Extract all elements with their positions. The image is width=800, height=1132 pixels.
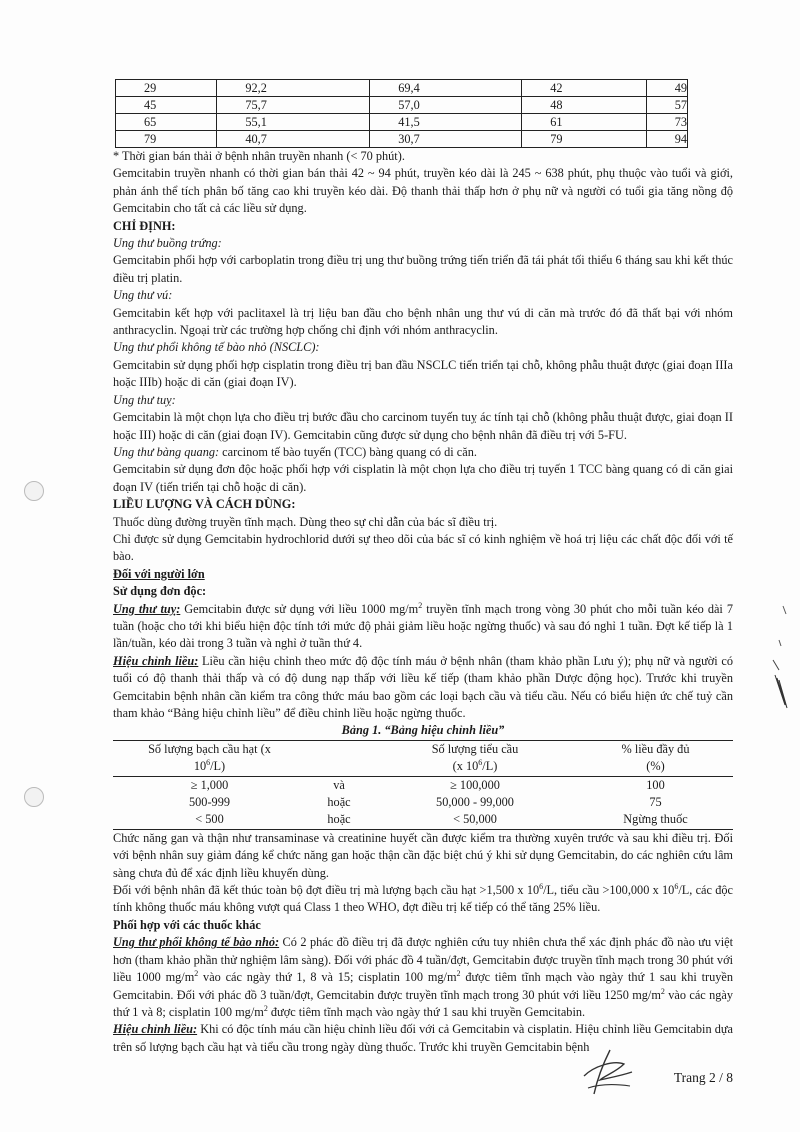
superscript: 2 — [660, 986, 665, 996]
adults-heading: Đối với người lớn — [113, 566, 205, 581]
table-caption-row — [113, 722, 733, 740]
pancreatic-dosing-paragraph — [113, 601, 733, 653]
signature-mark — [580, 1046, 640, 1098]
table-cell: 30,7 — [370, 131, 522, 148]
table-cell: Ngừng thuốc — [578, 811, 733, 829]
table-cell: và — [333, 777, 345, 792]
table-cell: hoặc — [327, 795, 351, 810]
table-cell: 49 — [646, 80, 687, 97]
dosage-line-2: Chỉ được sử dụng Gemcitabin hydrochlorid dưới sự theo dõi của bác sĩ có kinh nghiệm về hoá trị liệu các chất độc đối với tế bào. — [113, 531, 733, 564]
paragraph-text: /L, các độc tính không thuốc máu không vượt quá Class 1 theo WHO, đợt điều trị kế tiếp có thể tăng 25% liều. — [113, 883, 733, 915]
header-dose-percent: % liều đầy đủ — [621, 741, 690, 756]
dose-adjustment-label: Hiệu chỉnh liều: — [113, 653, 199, 668]
table-cell: hoặc — [306, 811, 372, 829]
table-cell: 92,2 — [217, 80, 370, 97]
monotherapy-heading: Sử dụng đơn độc: — [113, 584, 207, 599]
unit-text: (x 10 — [452, 759, 479, 774]
table-cell: 75,7 — [217, 97, 370, 114]
table-cell: 29 — [116, 80, 217, 97]
table-cell: 48 — [522, 97, 646, 114]
nsclc-text: Gemcitabin sử dụng phối hợp cisplatin trong điều trị ban đầu NSCLC tiến triển tại chỗ, không phẫu thuật được (giai đoạn IIIa hoặc IIIb) hoặc di căn (giai đoạn IV). — [113, 357, 733, 390]
paragraph-text: vào các ngày thứ 1, 8 và 15; cisplatin 100 mg/m — [198, 970, 457, 985]
table-caption: Bảng 1. “Bảng hiệu chỉnh liều” — [113, 722, 733, 740]
header-spacer — [306, 740, 372, 758]
unit-text: /L) — [210, 759, 226, 774]
header-neutrophil: Số lượng bạch cầu hạt (x — [148, 741, 271, 756]
combination-adjustment-paragraph — [113, 1021, 733, 1056]
table-row — [116, 80, 688, 97]
table-cell: ≥ 100,000 — [450, 777, 500, 792]
table-cell: 79 — [116, 131, 217, 148]
paragraph-text: Khi có độc tính máu cần hiệu chỉnh liều đối với cả Gemcitabin và cisplatin. Hiệu chỉnh liều Gemcitabin dựa trên số lượng bạch cầu hạt và tiểu cầu trong ngày dùng thuốc. Trước khi truyền Gemcitabin bệnh — [113, 1022, 733, 1054]
header-dose-percent-unit: (%) — [578, 758, 733, 776]
table-row — [113, 811, 733, 829]
superscript: 6 — [539, 881, 544, 891]
document-body — [113, 79, 733, 1056]
table-cell: 45 — [116, 97, 217, 114]
superscript: 2 — [194, 969, 199, 978]
indications-heading: CHỈ ĐỊNH: — [113, 218, 176, 233]
combination-adjustment-label: Hiệu chỉnh liều: — [113, 1022, 198, 1037]
pancreatic-cancer-label: Ung thư tuỵ: — [113, 392, 176, 407]
table-cell: 57 — [646, 97, 687, 114]
bladder-cancer-text: Gemcitabin sử dụng đơn độc hoặc phối hợp với cisplatin là một chọn lựa cho điều trị tuyến 1 TCC bàng quang có di căn giai đoạn IV (tiến triển tại chỗ hoặc di căn). — [113, 462, 733, 494]
header-platelet-unit — [372, 758, 578, 776]
table-cell: 55,1 — [217, 114, 370, 131]
superscript: 2 — [456, 969, 461, 978]
table-cell: 73 — [646, 114, 687, 131]
bladder-cancer-line — [113, 444, 733, 461]
paragraph-text: Đối với bệnh nhân đã kết thúc toàn bộ đợt điều trị mà lượng bạch cầu hạt >1,500 x 10 — [113, 883, 540, 898]
table-row — [113, 776, 733, 794]
table-cell: 94 — [646, 131, 687, 148]
ovarian-cancer-label: Ung thư buồng trứng: — [113, 236, 222, 251]
table-header-row — [113, 740, 733, 758]
table-header-row — [113, 758, 733, 776]
nsclc-combination-label: Ung thư phổi không tế bào nhỏ: — [113, 935, 280, 950]
paragraph-text: Có 2 phác đồ điều trị đã được nghiên cứu tuy nhiên chưa thể xác định phác đồ nào ưu việt hơn (tham khảo phần thử nghiệm lâm sàng). Đối với phác đồ 4 tuần/đợt, Gemcitabin được truyền tĩnh mạch trong 30 phút với liều 1000 mg/m — [113, 935, 733, 985]
table-cell: 42 — [522, 80, 646, 97]
table-row — [116, 131, 688, 148]
bladder-cancer-inline: carcinom tế bào tuyến (TCC) bàng quang có di căn. — [219, 444, 477, 459]
dose-adjustment-text: Liều cần hiệu chỉnh theo mức độ độc tính máu ở bệnh nhân (tham khảo phần Lưu ý); phụ nữ và người có tuổi có độ thanh thải thấp và có độ dung nạp thấp với liều kế tiếp (tham khảo phần Dược động học). Trước khi truyền Gemcitabin bệnh nhân cần kiểm tra công thức máu bao gồm các loại bạch cầu và tiểu cầu. Nếu có biểu hiện ức chế tuỷ cần tham khảo “Bảng hiệu chỉnh liều” để điều chỉnh liều hoặc ngừng thuốc. — [113, 653, 733, 720]
unit-text: 10 — [193, 759, 207, 774]
table-footnote: * Thời gian bán thải ở bệnh nhân truyền nhanh (< 70 phút). — [113, 149, 405, 163]
table-cell: < 500 — [113, 811, 306, 829]
table-row — [113, 794, 733, 811]
superscript: 6 — [206, 758, 211, 768]
table-cell: 100 — [646, 777, 665, 792]
paragraph-text: vào các ngày thứ 1 và 8; cisplatin 100 mg/m — [113, 987, 733, 1019]
dose-adjustment-paragraph — [113, 653, 733, 723]
unit-text: /L) — [482, 759, 498, 774]
table-cell: ≥ 1,000 — [190, 777, 229, 792]
pancreatic-dosing-text: Gemcitabin được sử dụng với liều 1000 mg/m — [180, 601, 419, 616]
header-spacer — [306, 758, 372, 776]
table-cell: 500-999 — [189, 795, 230, 810]
paragraph-text: được tiêm tĩnh mạch vào ngày thứ 1 sau khi truyền Gemcitabin. — [267, 1004, 586, 1019]
table-cell: 41,5 — [370, 114, 522, 131]
punch-hole-top — [24, 481, 44, 501]
ovarian-cancer-text: Gemcitabin phối hợp với carboplatin trong điều trị ung thư buồng trứng tiến triển đã tái phát tối thiểu 6 tháng sau khi kết thúc điều trị platin. — [113, 253, 733, 285]
table-cell: 75 — [649, 795, 662, 810]
bladder-cancer-label: Ung thư bàng quang: — [113, 444, 220, 459]
table-cell: 61 — [522, 114, 646, 131]
dosage-line-1: Thuốc dùng đường truyền tĩnh mạch. Dùng theo sự chỉ dẫn của bác sĩ điều trị. — [113, 514, 498, 529]
superscript: 2 — [263, 1003, 268, 1013]
pancreatic-cancer-text: Gemcitabin là một chọn lựa cho điều trị bước đầu cho carcinom tuyến tuỵ ác tính tại chỗ (không phẫu thuật được, giai đoạn II hoặc III) hoặc di căn (giai đoạn IV). Gemcitabin cũng được sử dụng cho bệnh nhân đã điều trị với 5-FU. — [113, 410, 733, 442]
page-number: Trang 2 / 8 — [673, 1070, 733, 1085]
table-cell: 79 — [522, 131, 646, 148]
breast-cancer-label: Ung thư vú: — [113, 288, 173, 303]
table-row — [116, 114, 688, 131]
pharmacokinetic-paragraph: Gemcitabin truyền nhanh có thời gian bán thải 42 ~ 94 phút, truyền kéo dài là 245 ~ 638 phút, phụ thuộc vào tuổi và giới, phản ánh thể tích phân bố tăng cao khi truyền kéo dài. Độ thanh thải thấp hơn ở phụ nữ và người có tuổi gia tăng nồng độ Gemcitabin cho tất cả các liều sử dụng. — [113, 166, 733, 216]
superscript: 6 — [478, 758, 483, 768]
header-platelet: Số lượng tiểu cầu — [431, 741, 519, 756]
next-cycle-paragraph — [113, 882, 733, 917]
punch-hole-bottom — [24, 787, 44, 807]
combination-heading: Phối hợp với các thuốc khác — [113, 917, 261, 932]
table-cell: 65 — [116, 114, 217, 131]
superscript: 6 — [674, 881, 679, 891]
paragraph-text: được tiêm tĩnh mạch vào ngày thứ 1 sau khi truyền Gemcitabin. Đối với phác đồ 3 tuần/đợt, Gemcitabin được truyền tĩnh mạch trong 30 phút với liều 1250 mg/m — [113, 970, 733, 1002]
nsclc-label: Ung thư phổi không tế bào nhỏ (NSCLC): — [113, 340, 320, 355]
dose-adjustment-table — [113, 722, 733, 829]
table-cell: < 50,000 — [372, 811, 578, 829]
margin-pen-marks — [765, 600, 795, 740]
dosage-heading: LIỀU LƯỢNG VÀ CÁCH DÙNG: — [113, 497, 296, 512]
paragraph-text: /L, tiểu cầu >100,000 x 10 — [543, 883, 675, 898]
table-cell: 50,000 - 99,000 — [436, 795, 514, 810]
superscript: 2 — [418, 600, 423, 610]
pancreatic-dosing-label: Ung thư tuỵ: — [113, 601, 181, 616]
breast-cancer-text: Gemcitabin kết hợp với paclitaxel là trị liệu ban đầu cho bệnh nhân ung thư vú di căn mà trước đó đã thất bại với nhóm anthracyclin. Ngoại trừ các trường hợp chống chỉ định với nhóm anthracyclin. — [113, 305, 733, 338]
nsclc-combination-paragraph — [113, 934, 733, 1021]
table-cell: 57,0 — [370, 97, 522, 114]
header-neutrophil-unit — [113, 758, 306, 776]
pharmacokinetic-table — [115, 79, 688, 148]
table-row — [116, 97, 688, 114]
organ-function-paragraph: Chức năng gan và thận như transaminase và creatinine huyết cần được kiểm tra thường xuyên trước và sau khi điều trị. Đối với bệnh nhân suy giảm đáng kể chức năng gan hoặc thận cần đặc biệt chú ý khi sử dụng Gemcitabin, do các nghiên cứu lâm sàng chưa đủ để xác định liều khuyến dùng. — [113, 830, 733, 880]
table-cell: 40,7 — [217, 131, 370, 148]
table-cell: 69,4 — [370, 80, 522, 97]
pancreatic-dosing-text-cont: truyền tĩnh mạch trong vòng 30 phút cho mỗi tuần kéo dài 7 tuần (hoặc cho tới khi biểu hiện độc tính tới mức độ phải giảm liều hoặc ngừng thuốc) và sau đó nghỉ 1 tuần. Đợt kế tiếp là 1 lần/tuần, kéo dài trong 3 tuần và nghỉ ở tuần thứ 4. — [113, 601, 733, 651]
